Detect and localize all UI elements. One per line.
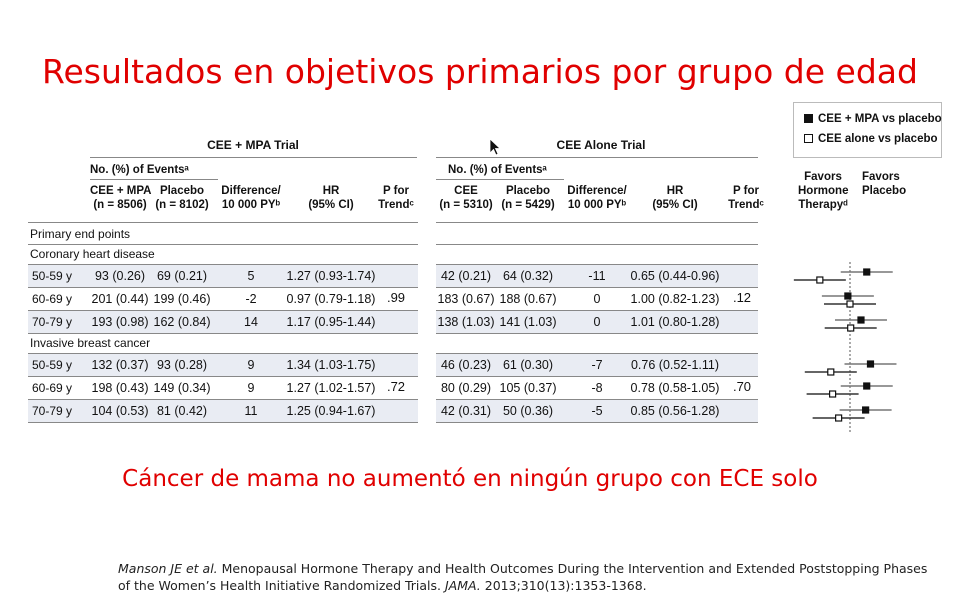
table-cell: 42 (0.31) (440, 404, 492, 418)
point-mpa (845, 293, 851, 299)
table-cell: 9 (247, 358, 255, 372)
group-label: Invasive breast cancer (30, 336, 151, 350)
point-mpa (867, 361, 873, 367)
table-cell: 93 (0.28) (156, 358, 208, 372)
table-cell: 1.17 (0.95-1.44) (286, 315, 376, 329)
col-header-trial1-4: P for Trendᶜ (378, 185, 414, 211)
row-rule (28, 287, 418, 288)
row-rule (436, 287, 758, 288)
table-cell: 0.97 (0.79-1.18) (286, 292, 376, 306)
table-cell: 69 (0.21) (156, 269, 208, 283)
filled-square-icon (804, 114, 813, 123)
forest-plot (788, 262, 914, 432)
point-mpa (864, 269, 870, 275)
citation-journal: JAMA. (445, 578, 481, 593)
table-cell: 1.27 (1.02-1.57) (286, 381, 376, 395)
p-trend-2: .70 (732, 379, 752, 394)
table-cell: 1.01 (0.80-1.28) (630, 315, 720, 329)
table-cell: 81 (0.42) (156, 404, 208, 418)
citation-text: Menopausal Hormone Therapy and Health Outcomes During the Intervention and Extended Poststopping Phases of the Women’s Health Initiative Randomized Trials. (118, 561, 928, 593)
table-cell: 198 (0.43) (91, 381, 149, 395)
forest-legend (793, 102, 942, 158)
trial2-rule (436, 157, 758, 158)
table-cell: 80 (0.29) (440, 381, 492, 395)
table-cell: 105 (0.37) (499, 381, 557, 395)
point-mpa (863, 407, 869, 413)
trial1-header: CEE + MPA Trial (207, 138, 299, 152)
col-header-trial1-0: CEE + MPA (n = 8506) (90, 185, 152, 211)
col-header-trial2-4: P for Trendᶜ (728, 185, 764, 211)
col-header-trial1-2: Difference/ 10 000 PYᵇ (221, 185, 281, 211)
point-alone (828, 369, 834, 375)
col-header-trial2-0: CEE (n = 5310) (439, 185, 493, 211)
table-cell: 1.25 (0.94-1.67) (286, 404, 376, 418)
point-mpa (858, 317, 864, 323)
citation-authors: Manson JE et al. (118, 561, 218, 576)
citation-ref: 2013;310(13):1353-1368. (480, 578, 647, 593)
section-label: Primary end points (30, 227, 131, 241)
col-header-trial2-3: HR (95% CI) (652, 185, 698, 211)
table-cell: 0.85 (0.56-1.28) (630, 404, 720, 418)
trial2-header: CEE Alone Trial (556, 138, 646, 152)
table-cell: 132 (0.37) (91, 358, 149, 372)
table-cell: -11 (588, 269, 606, 283)
table-cell: 199 (0.46) (153, 292, 211, 306)
table-cell: 64 (0.32) (502, 269, 554, 283)
point-alone (848, 325, 854, 331)
table-cell: 9 (247, 381, 255, 395)
table-cell: 1.00 (0.82-1.23) (630, 292, 720, 306)
age-label: 60-69 y (32, 381, 73, 395)
col-header-trial2-2: Difference/ 10 000 PYᵇ (567, 185, 627, 211)
favors-placebo-label: Favors Placebo (862, 171, 907, 197)
table-cell: 201 (0.44) (91, 292, 149, 306)
row-rule (436, 244, 758, 245)
p-trend-1: .99 (386, 290, 406, 305)
row-rule (436, 222, 758, 223)
table-cell: 162 (0.84) (153, 315, 211, 329)
p-trend-1: .72 (386, 379, 406, 394)
table-cell: 50 (0.36) (502, 404, 554, 418)
point-alone (847, 301, 853, 307)
table-cell: 14 (244, 315, 258, 329)
events-rule-1 (90, 179, 218, 180)
open-square-icon (804, 134, 813, 143)
col-header-trial1-1: Placebo (n = 8102) (155, 185, 209, 211)
table-cell: 93 (0.26) (94, 269, 146, 283)
point-alone (836, 415, 842, 421)
table-cell: 138 (1.03) (437, 315, 495, 329)
table-cell: 149 (0.34) (153, 381, 211, 395)
col-header-trial2-1: Placebo (n = 5429) (501, 185, 555, 211)
table-cell: -8 (591, 381, 603, 395)
table-cell: 193 (0.98) (91, 315, 149, 329)
citation (118, 560, 938, 594)
results-table (28, 132, 764, 434)
table-cell: -7 (591, 358, 603, 372)
row-rule (436, 422, 758, 423)
age-label: 70-79 y (32, 315, 73, 329)
mouse-cursor-icon (489, 138, 501, 161)
table-cell: 188 (0.67) (499, 292, 557, 306)
col-header-trial1-3: HR (95% CI) (308, 185, 354, 211)
events-header-1: No. (%) of Eventsᵃ (90, 164, 189, 176)
table-cell: 5 (247, 269, 255, 283)
group-label: Coronary heart disease (30, 247, 155, 261)
legend-item-mpa: CEE + MPA vs placebo (804, 113, 942, 125)
table-cell: 1.27 (0.93-1.74) (286, 269, 376, 283)
table-cell: 0.76 (0.52-1.11) (630, 358, 720, 372)
table-cell: 42 (0.21) (440, 269, 492, 283)
table-cell: -2 (245, 292, 257, 306)
table-cell: 104 (0.53) (91, 404, 149, 418)
table-cell: 141 (1.03) (499, 315, 557, 329)
events-header-2: No. (%) of Eventsᵃ (448, 164, 547, 176)
p-trend-2: .12 (732, 290, 752, 305)
table-cell: -5 (591, 404, 603, 418)
favors-hormone-label: Favors Hormone Therapyᵈ (798, 171, 849, 211)
row-rule (28, 422, 418, 423)
table-cell: 0.65 (0.44-0.96) (630, 269, 720, 283)
table-cell: 61 (0.30) (502, 358, 554, 372)
row-rule (28, 376, 418, 377)
table-cell: 0 (593, 292, 601, 306)
age-label: 60-69 y (32, 292, 73, 306)
events-rule-2 (436, 179, 564, 180)
table-cell: 1.34 (1.03-1.75) (286, 358, 376, 372)
row-rule (28, 222, 418, 223)
legend-item-alone: CEE alone vs placebo (804, 133, 938, 145)
table-cell: 46 (0.23) (440, 358, 492, 372)
row-rule (436, 333, 758, 334)
table-cell: 0.78 (0.58-1.05) (630, 381, 720, 395)
table-cell: 0 (593, 315, 601, 329)
point-mpa (864, 383, 870, 389)
trial1-rule (90, 157, 417, 158)
point-alone (830, 391, 836, 397)
slide-title: Resultados en objetivos primarios por grupo de edad (42, 52, 918, 91)
table-cell: 183 (0.67) (437, 292, 495, 306)
age-label: 70-79 y (32, 404, 73, 418)
slide-subtitle: Cáncer de mama no aumentó en ningún grupo con ECE solo (122, 466, 818, 492)
point-alone (817, 277, 823, 283)
age-label: 50-59 y (32, 358, 73, 372)
table-cell: 11 (244, 404, 258, 418)
age-label: 50-59 y (32, 269, 73, 283)
row-rule (436, 376, 758, 377)
